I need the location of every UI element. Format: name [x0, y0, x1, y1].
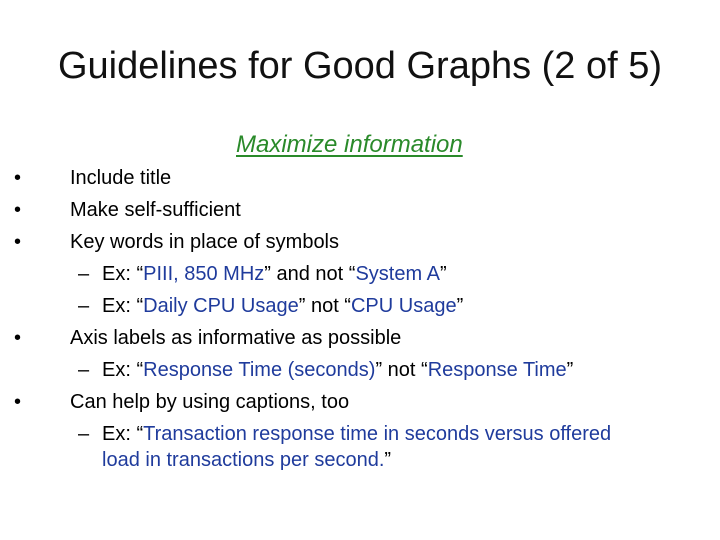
bullet-text: Axis labels as informative as possible: [70, 327, 402, 349]
dash-marker: –: [78, 263, 90, 285]
bullet-text: Can help by using captions, too: [70, 391, 350, 413]
slide-subtitle: Maximize information: [236, 131, 463, 158]
example-text: Ex: “PIII, 850 MHz” and not “System A”: [102, 263, 447, 285]
slide-title: Guidelines for Good Graphs (2 of 5): [57, 45, 663, 87]
dash-marker: –: [78, 359, 90, 381]
bullet-text: Make self-sufficient: [70, 199, 241, 221]
example-text: Ex: “Response Time (seconds)” not “Response Time”: [102, 359, 574, 381]
dash-marker: –: [78, 295, 90, 317]
bullet-text: Include title: [70, 167, 172, 189]
bullet-marker: •: [14, 231, 22, 253]
bullet-marker: •: [14, 327, 22, 349]
bullet-text: Key words in place of symbols: [70, 231, 340, 253]
bullet-marker: •: [14, 391, 22, 413]
example-text: Ex: “Transaction response time in seconds versus offered: [102, 423, 612, 445]
bullet-marker: •: [14, 167, 22, 189]
example-text-continued: load in transactions per second.”: [102, 449, 392, 471]
bullet-marker: •: [14, 199, 22, 221]
example-text: Ex: “Daily CPU Usage” not “CPU Usage”: [102, 295, 464, 317]
dash-marker: –: [78, 423, 90, 445]
